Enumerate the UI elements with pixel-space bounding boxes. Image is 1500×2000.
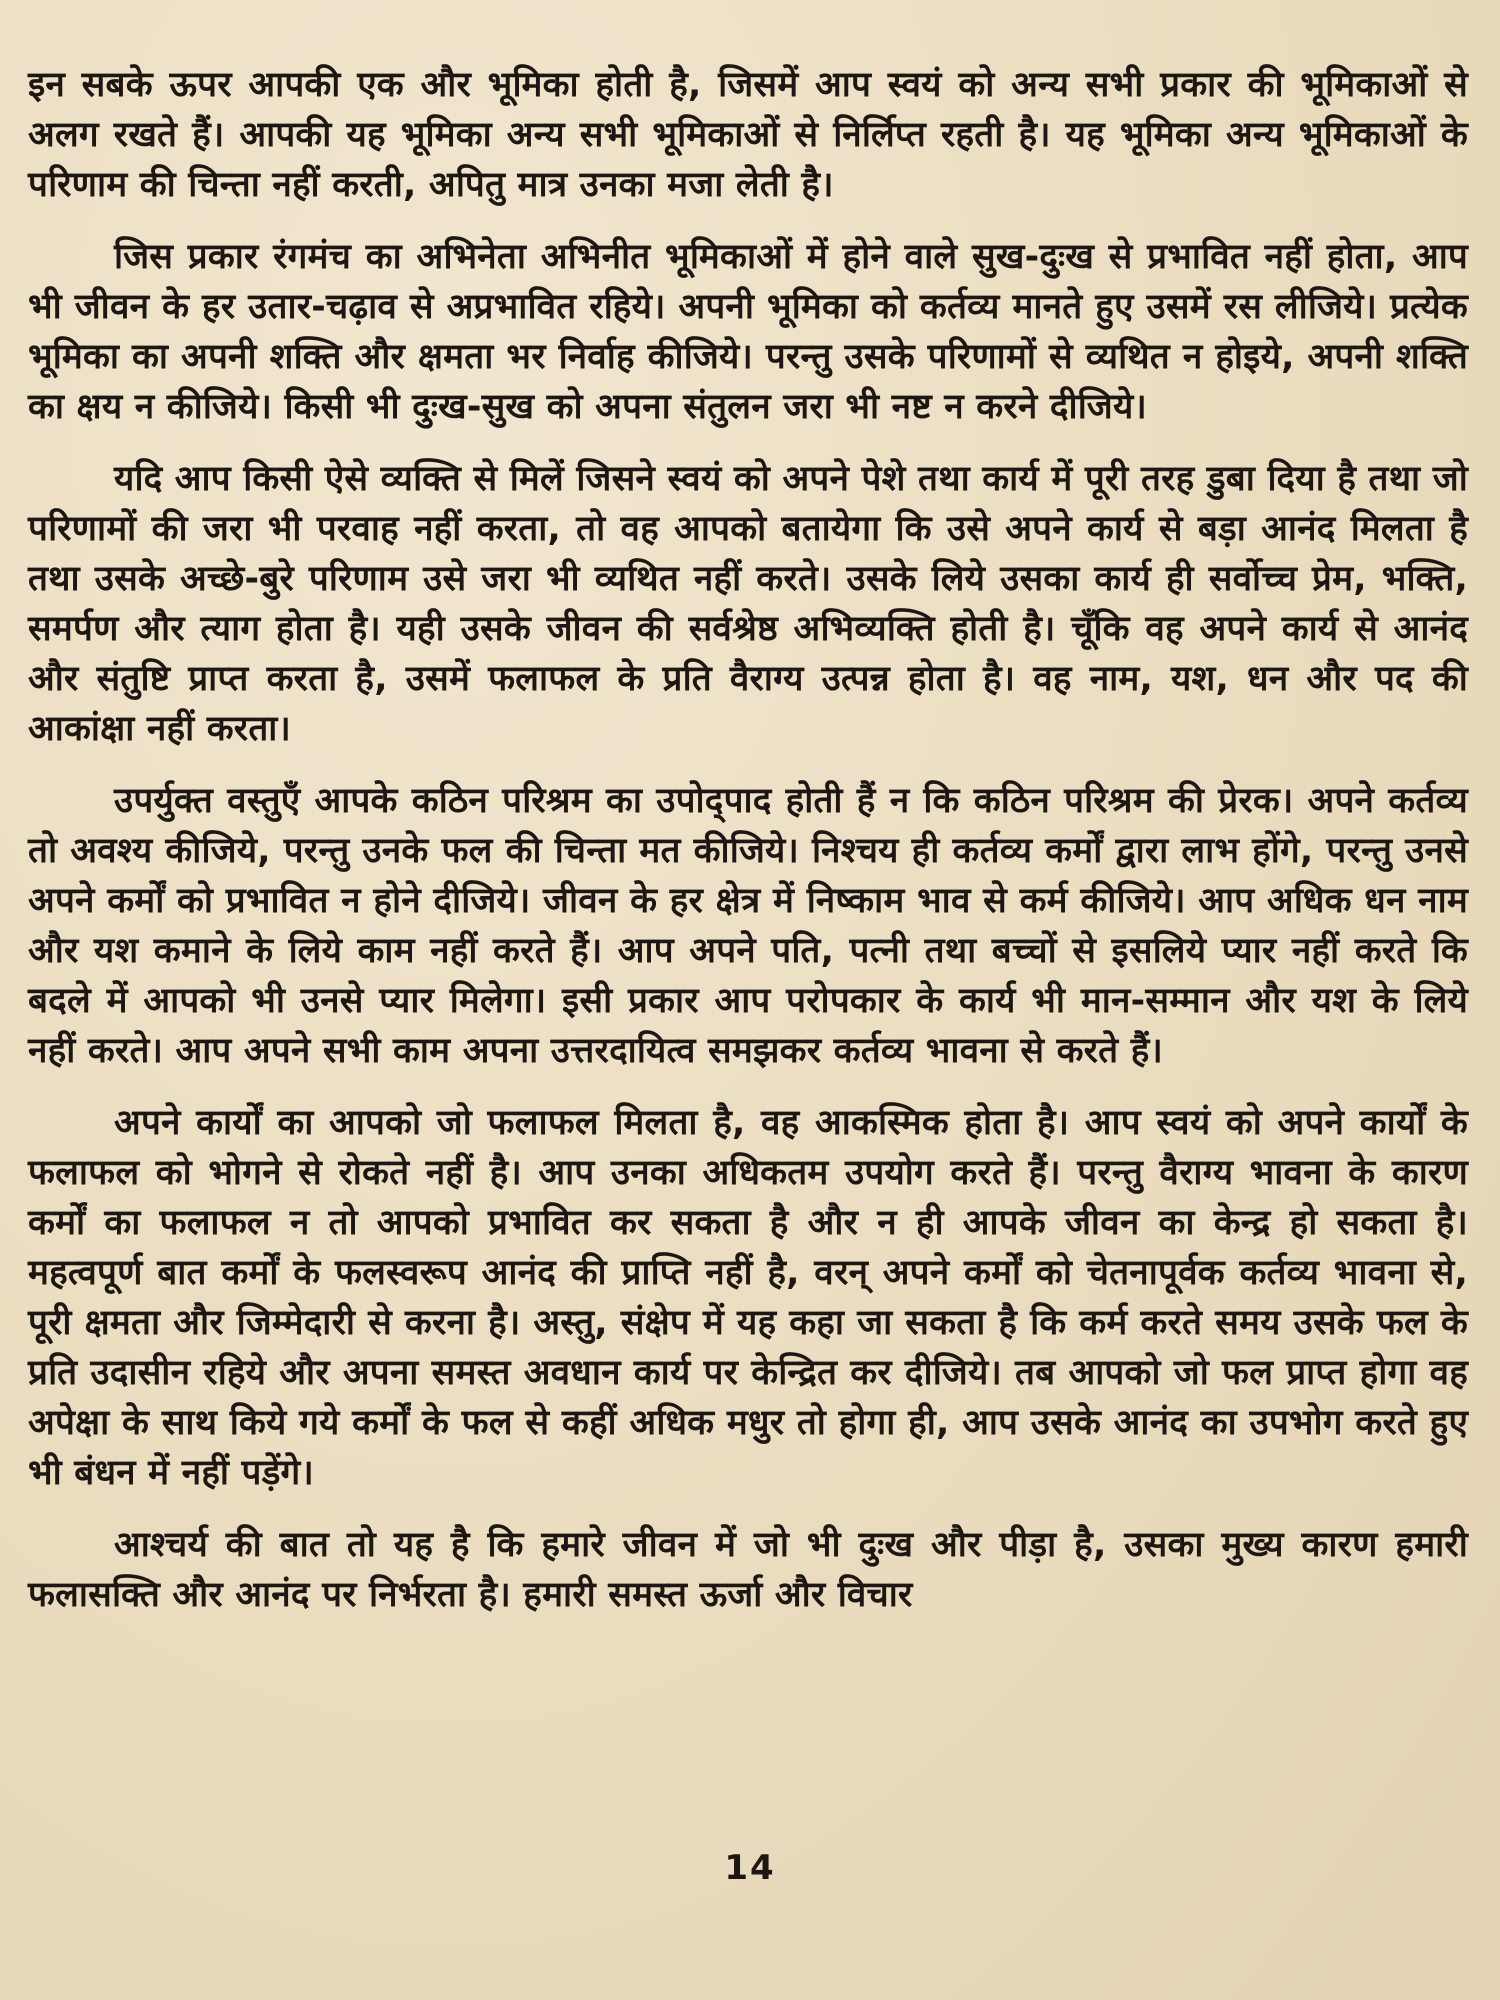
- paragraph-4: उपर्युक्त वस्तुएँ आपके कठिन परिश्रम का उपोद्‌पाद होती हैं न कि कठिन परिश्रम की प्रेरक। अपने कर्तव्य तो अवश्य कीजिये, परन्तु उनके फल की चिन्ता मत कीजिये। निश्चय ही कर्तव्य कर्मों द्वारा लाभ होंगे, परन्तु उनसे अपने कर्मों को प्रभावित न होने दीजिये। जीवन के हर क्षेत्र में निष्काम भाव से कर्म कीजिये। आप अधिक धन नाम और यश कमाने के लिये काम नहीं करते हैं। आप अपने पति, पत्नी तथा बच्चों से इसलिये प्यार नहीं करते कि बदले में आपको भी उनसे प्यार मिलेगा। इसी प्रकार आप परोपकार के कार्य भी मान-सम्मान और यश के लिये नहीं करते। आप अपने सभी काम अपना उत्तरदायित्व समझकर कर्तव्य भावना से करते हैं।: [28, 781, 1468, 1071]
- paragraph-5: अपने कार्यों का आपको जो फलाफल मिलता है, वह आकस्मिक होता है। आप स्वयं को अपने कार्यों के फलाफल को भोगने से रोकते नहीं है। आप उनका अधिकतम उपयोग करते हैं। परन्तु वैराग्य भावना के कारण कर्मों का फलाफल न तो आपको प्रभावित कर सकता है और न ही आपके जीवन का केन्द्र हो सकता है। महत्वपूर्ण बात कर्मों के फलस्वरूप आनंद की प्राप्ति नहीं है, वरन् अपने कर्मों को चेतनापूर्वक कर्तव्य भावना से, पूरी क्षमता और जिम्मेदारी से करना है। अस्तु, संक्षेप में यह कहा जा सकता है कि कर्म करते समय उसके फल के प्रति उदासीन रहिये और अपना समस्त अवधान कार्य पर केन्द्रित कर दीजिये। तब आपको जो फल प्राप्त होगा वह अपेक्षा के साथ किये गये कर्मों के फल से कहीं अधिक मधुर तो होगा ही, आप उसके आनंद का उपभोग करते हुए भी बंधन में नहीं पड़ेंगे।: [28, 1103, 1468, 1493]
- paragraph-3: यदि आप किसी ऐसे व्यक्ति से मिलें जिसने स्वयं को अपने पेशे तथा कार्य में पूरी तरह डुबा दिया है तथा जो परिणामों की जरा भी परवाह नहीं करता, तो वह आपको बतायेगा कि उसे अपने कार्य से बड़ा आनंद मिलता है तथा उसके अच्छे-बुरे परिणाम उसे जरा भी व्यथित नहीं करते। उसके लिये उसका कार्य ही सर्वोच्च प्रेम, भक्ति, समर्पण और त्याग होता है। यही उसके जीवन की सर्वश्रेष्ठ अभिव्यक्ति होती है। चूँकि वह अपने कार्य से आनंद और संतुष्टि प्राप्त करता है, उसमें फलाफल के प्रति वैराग्य उत्पन्न होता है। वह नाम, यश, धन और पद की आकांक्षा नहीं करता।: [28, 459, 1468, 749]
- page-number: 14: [724, 1848, 776, 1888]
- page-body: [28, 60, 1468, 1642]
- paragraph-1: इन सबके ऊपर आपकी एक और भूमिका होती है, जिसमें आप स्वयं को अन्य सभी प्रकार की भूमिकाओं से अलग रखते हैं। आपकी यह भूमिका अन्य सभी भूमिकाओं से निर्लिप्त रहती है। यह भूमिका अन्य भूमिकाओं के परिणाम की चिन्ता नहीं करती, अपितु मात्र उनका मजा लेती है।: [28, 65, 1468, 205]
- paragraph-2: जिस प्रकार रंगमंच का अभिनेता अभिनीत भूमिकाओं में होने वाले सुख-दुःख से प्रभावित नहीं होता, आप भी जीवन के हर उतार-चढ़ाव से अप्रभावित रहिये। अपनी भूमिका को कर्तव्य मानते हुए उसमें रस लीजिये। प्रत्येक भूमिका का अपनी शक्ति और क्षमता भर निर्वाह कीजिये। परन्तु उसके परिणामों से व्यथित न होइये, अपनी शक्ति का क्षय न कीजिये। किसी भी दुःख-सुख को अपना संतुलन जरा भी नष्ट न करने दीजिये।: [28, 237, 1468, 427]
- paragraph-6: आश्चर्य की बात तो यह है कि हमारे जीवन में जो भी दुःख और पीड़ा है, उसका मुख्य कारण हमारी फलासक्ति और आनंद पर निर्भरता है। हमारी समस्त ऊर्जा और विचार: [28, 1525, 1468, 1615]
